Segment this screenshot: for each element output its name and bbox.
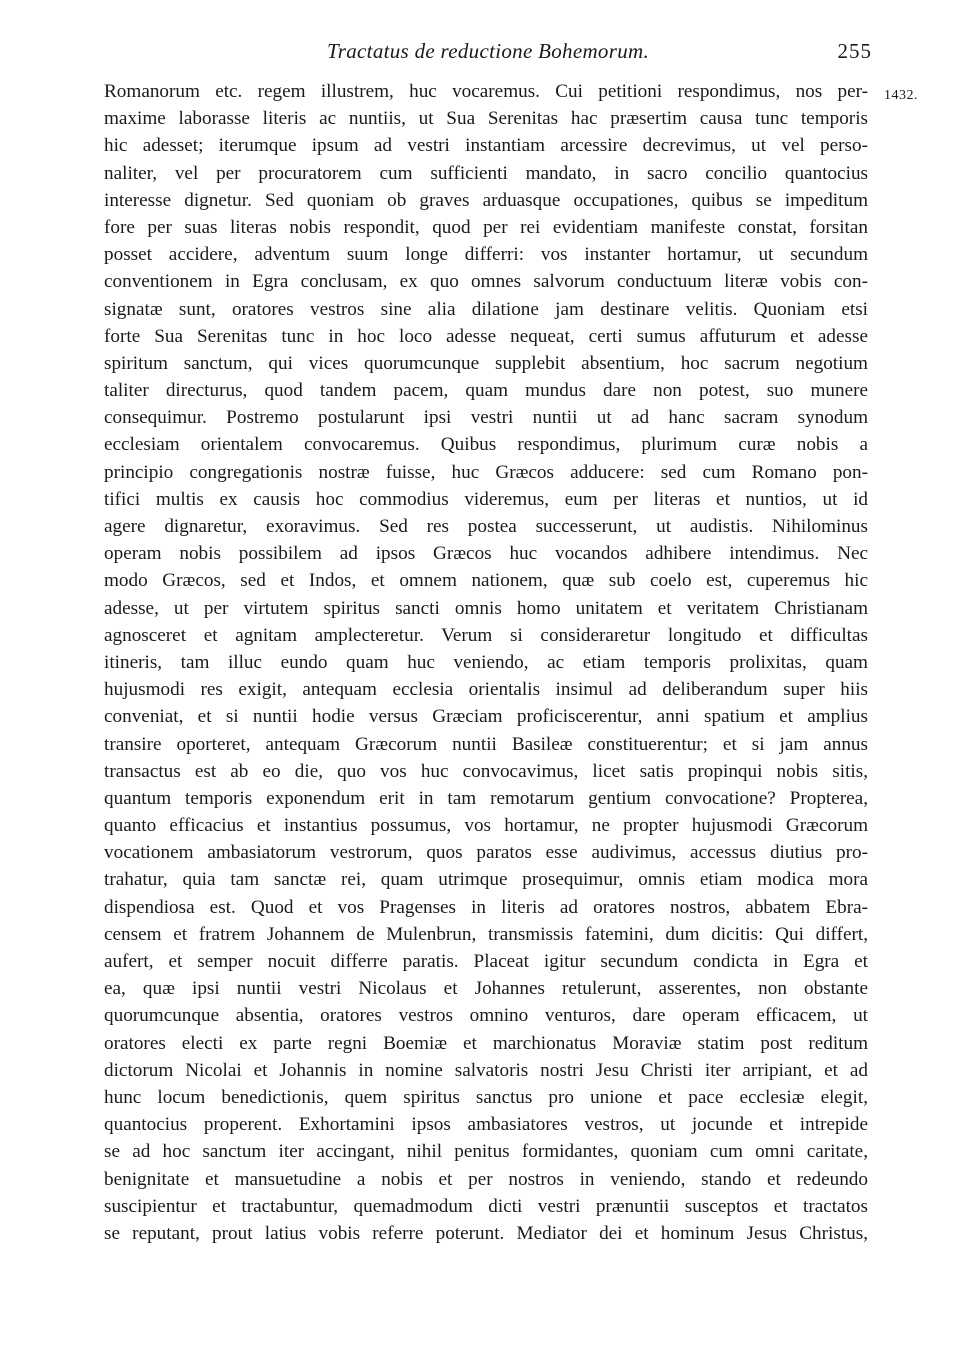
text-line: dictorum Nicolai et Johannis in nomine salvatoris nostri Jesu Christi iter arripiant, et ad xyxy=(104,1059,868,1081)
text-line: hujusmodi res exigit, antequam ecclesia orientalis insimul ad deliberandum super hiis xyxy=(104,679,868,701)
text-line: conveniat, et si nuntii hodie versus Græciam proficiscerentur, anni spatium et amplius xyxy=(104,706,868,728)
running-head xyxy=(104,36,872,66)
text-line: quantum temporis exponendum erit in tam remotarum gentium convocatione? Propterea, xyxy=(104,787,868,809)
margin-year-note: 1432. xyxy=(884,88,918,103)
text-line: agere dignaretur, exoravimus. Sed res postea successerunt, ut audistis. Nihilominus xyxy=(104,516,868,537)
text-line: signatæ sunt, oratores vestros sine alia dilatione jam destinare velitis. Quoniam etsi xyxy=(104,298,868,320)
page-number: 255 xyxy=(837,39,872,63)
text-line: agnosceret et agnitam amplecteretur. Verum si consideraretur longitudo et difficultas xyxy=(104,624,868,646)
text-line: interesse dignetur. Sed quoniam ob graves arduasque occupationes, quibus se impeditum xyxy=(104,189,868,211)
text-line: suscipientur et tractabuntur, quemadmodum dicti vestri prænuntii susceptos et tractatos xyxy=(104,1195,868,1217)
text-line: itineris, tam illuc eundo quam huc veniendo, ac etiam temporis prolixitas, quam xyxy=(104,651,868,673)
text-line: ea, quæ ipsi nuntii vestri Nicolaus et Johannes retulerunt, asserentes, non obstante xyxy=(104,978,868,1000)
text-line: operam nobis possibilem ad ipsos Græcos huc vocandos adhibere intendimus. Nec xyxy=(104,543,868,565)
text-line: adesse, ut per virtutem spiritus sancti omnis homo unitatem et veritatem Christianam xyxy=(104,597,868,619)
text-line: hunc locum benedictionis, quem spiritus sanctus pro unione et pace ecclesiæ elegit, xyxy=(104,1086,868,1108)
text-line: vocationem ambasiatorum vestrorum, quos paratos esse audivimus, accessus diutius pro- xyxy=(104,842,868,864)
text-line: fore per suas literas nobis respondit, quod per rei evidentiam manifeste constat, forsitan xyxy=(104,216,868,238)
text-line: transactus est ab eo die, quo vos huc convocavimus, licet satis propinqui nobis sitis, xyxy=(104,760,868,782)
text-line: dispendiosa est. Quod et vos Pragenses in literis ad oratores nostros, abbatem Ebra- xyxy=(104,896,868,918)
text-line: taliter directurus, quod tandem pacem, quam mundus dare non potest, suo munere xyxy=(104,380,868,402)
text-line: quorumcunque absentia, oratores vestros omnino venturos, dare operam efficacem, ut xyxy=(104,1005,868,1027)
text-line: benignitate et mansuetudine a nobis et per nostros in veniendo, stando et redeundo xyxy=(104,1168,868,1190)
text-line: quantocius properent. Exhortamini ipsos ambasiatores vestros, ut jocunde et intrepide xyxy=(104,1114,868,1136)
text-line: modo Græcos, sed et Indos, et omnem nationem, quæ sub coelo est, cuperemus hic xyxy=(104,570,868,592)
text-line: aufert, et semper nocuit differre paratis. Placeat igitur secundum condicta in Egra et xyxy=(104,951,868,972)
text-line: transire oporteret, antequam Græcorum nuntii Basileæ constituerentur; et si jam annus xyxy=(104,733,868,755)
text-line: naliter, vel per procuratorem cum sufficienti mandato, in sacro concilio quantocius xyxy=(104,162,868,184)
text-line: se ad hoc sanctum iter accingant, nihil penitus formidantes, quoniam cum omni caritate, xyxy=(104,1141,868,1163)
text-line: conventionem in Egra conclusam, ex quo omnes salvorum conductuum literæ vobis con- xyxy=(104,271,868,293)
text-line: principio congregationis nostræ fuisse, huc Græcos adducere: sed cum Romano pon- xyxy=(104,461,868,483)
text-line: ecclesiam orientalem convocaremus. Quibus respondimus, plurimum curæ nobis a xyxy=(104,434,868,456)
text-line: se reputant, prout latius vobis referre poterunt. Mediator dei et hominum Jesus Christus, xyxy=(104,1222,868,1244)
text-line: tifici multis ex causis hoc commodius videremus, eum per literas et nuntios, ut id xyxy=(104,488,868,510)
text-line: maxime laborasse literis ac nuntiis, ut Sua Serenitas hac præsertim causa tunc temporis xyxy=(104,108,868,130)
text-line: censem et fratrem Johannem de Mulenbrun, transmissis fatemini, dum dicitis: Qui differt, xyxy=(104,923,868,945)
running-title: Tractatus de reductione Bohemorum. xyxy=(326,39,650,63)
text-line: hic adesset; iterumque ipsum ad vestri instantiam arcessire decrevimus, ut vel perso- xyxy=(104,135,868,157)
text-line: oratores electi ex parte regni Boemiæ et marchionatus Moraviæ statim post reditum xyxy=(104,1032,868,1054)
text-line: trahatur, quia tam sanctæ rei, quam utrimque prosequimur, omnis etiam modica mora xyxy=(104,869,868,891)
text-line: posset accidere, adventum suum longe differri: vos instanter hortamur, ut secundum xyxy=(104,244,868,266)
text-line: forte Sua Serenitas tunc in hoc loco adesse nequeat, certi sumus affuturum et adesse xyxy=(104,325,868,347)
text-line: consequimur. Postremo postularunt ipsi vestri nuntii ut ad hanc sacram synodum xyxy=(104,407,868,429)
text-line: Romanorum etc. regem illustrem, huc vocaremus. Cui petitioni respondimus, nos per- xyxy=(104,81,868,102)
text-line: spiritum sanctum, qui vices quorumcunque supplebit absentium, hoc sacrum negotium xyxy=(104,352,868,374)
body-text xyxy=(104,78,868,1247)
text-line: quanto efficacius et instantius possumus, vos hortamur, ne propter hujusmodi Græcorum xyxy=(104,815,868,837)
